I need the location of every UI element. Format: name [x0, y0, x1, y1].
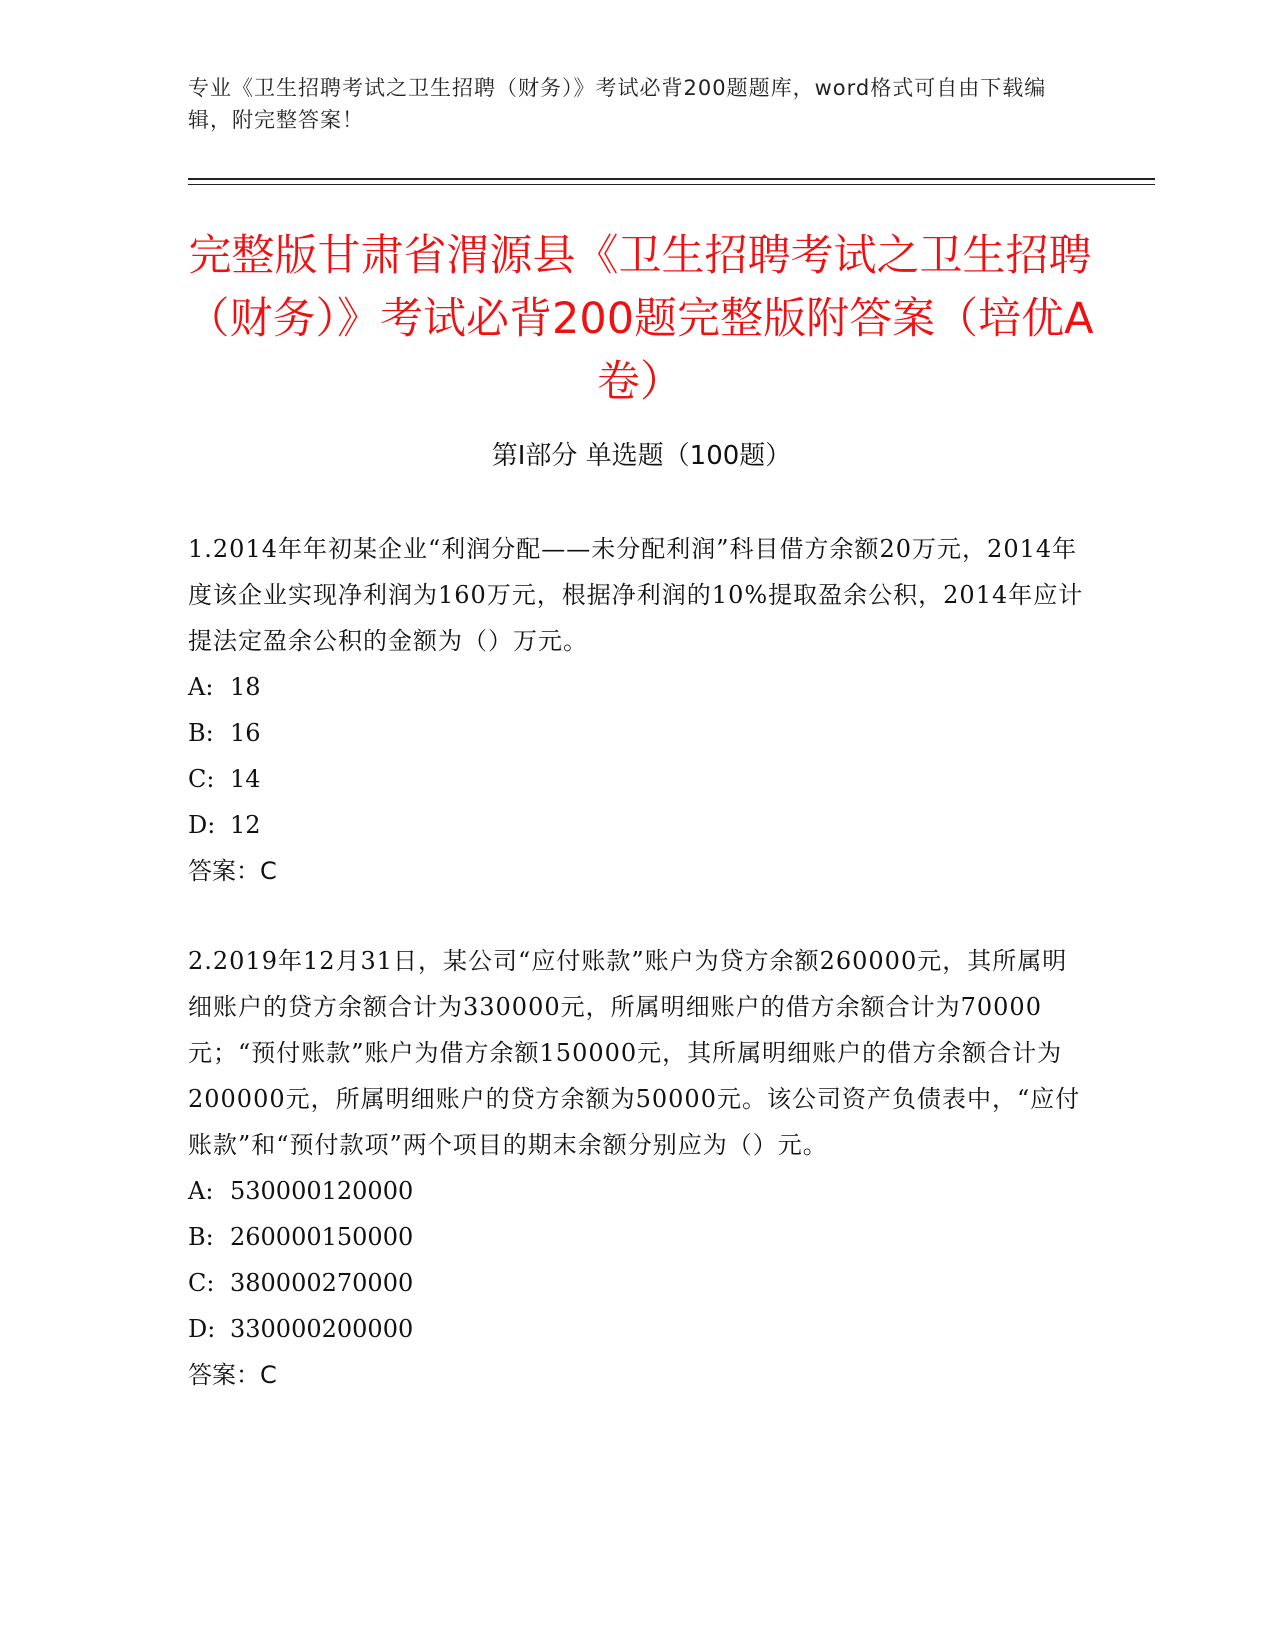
- option-text: 14: [230, 765, 261, 793]
- option-list: [188, 1168, 1088, 1352]
- option-a: [188, 664, 1088, 710]
- option-letter: B:: [188, 719, 214, 747]
- option-letter: A:: [188, 673, 214, 701]
- option-letter: A:: [188, 1177, 214, 1205]
- option-text: 16: [230, 719, 261, 747]
- answer-line: 答案：C: [188, 857, 277, 885]
- option-text: 380000270000: [230, 1269, 414, 1297]
- header-note: 专业《卫生招聘考试之卫生招聘（财务）》考试必背200题题库，word格式可自由下载编辑，附完整答案！: [188, 76, 1047, 132]
- option-c: [188, 1260, 1088, 1306]
- option-c: [188, 756, 1088, 802]
- document-title: 完整版甘肃省渭源县《卫生招聘考试之卫生招聘（财务）》考试必背200题完整版附答案（培优A卷）: [186, 231, 1094, 407]
- option-text: 330000200000: [230, 1315, 414, 1343]
- header-divider-thin: [188, 184, 1155, 185]
- option-text: 12: [230, 811, 261, 839]
- option-letter: C:: [188, 1269, 215, 1297]
- question-1: [188, 526, 1088, 894]
- question-2: [188, 938, 1088, 1398]
- option-letter: C:: [188, 765, 215, 793]
- option-a: [188, 1168, 1088, 1214]
- option-d: [188, 1306, 1088, 1352]
- section-heading: 第Ⅰ部分 单选题（100题）: [491, 441, 792, 471]
- answer-line: 答案：C: [188, 1361, 277, 1389]
- question-stem: 1.2014年年初某企业“利润分配——未分配利润”科目借方余额20万元，2014年度该企业实现净利润为160万元，根据净利润的10%提取盈余公积，2014年应计提法定盈余公积的金额为（）万元。: [188, 535, 1084, 655]
- option-letter: D:: [188, 1315, 216, 1343]
- question-stem: 2.2019年12月31日，某公司“应付账款”账户为贷方余额260000元，其所属明细账户的贷方余额合计为330000元，所属明细账户的借方余额合计为70000元；“预付账款”账户为借方余额150000元，其所属明细账户的借方余额合计为200000元，所属明细账户的贷方余额为50000元。该公司资产负债表中，“应付账款”和“预付款项”两个项目的期末余额分别应为（）元。: [188, 947, 1081, 1159]
- option-letter: B:: [188, 1223, 214, 1251]
- option-list: [188, 664, 1088, 848]
- header-divider-thick: [188, 178, 1155, 180]
- option-text: 260000150000: [230, 1223, 414, 1251]
- option-b: [188, 1214, 1088, 1260]
- option-d: [188, 802, 1088, 848]
- option-letter: D:: [188, 811, 216, 839]
- option-b: [188, 710, 1088, 756]
- option-text: 18: [230, 673, 261, 701]
- option-text: 530000120000: [230, 1177, 414, 1205]
